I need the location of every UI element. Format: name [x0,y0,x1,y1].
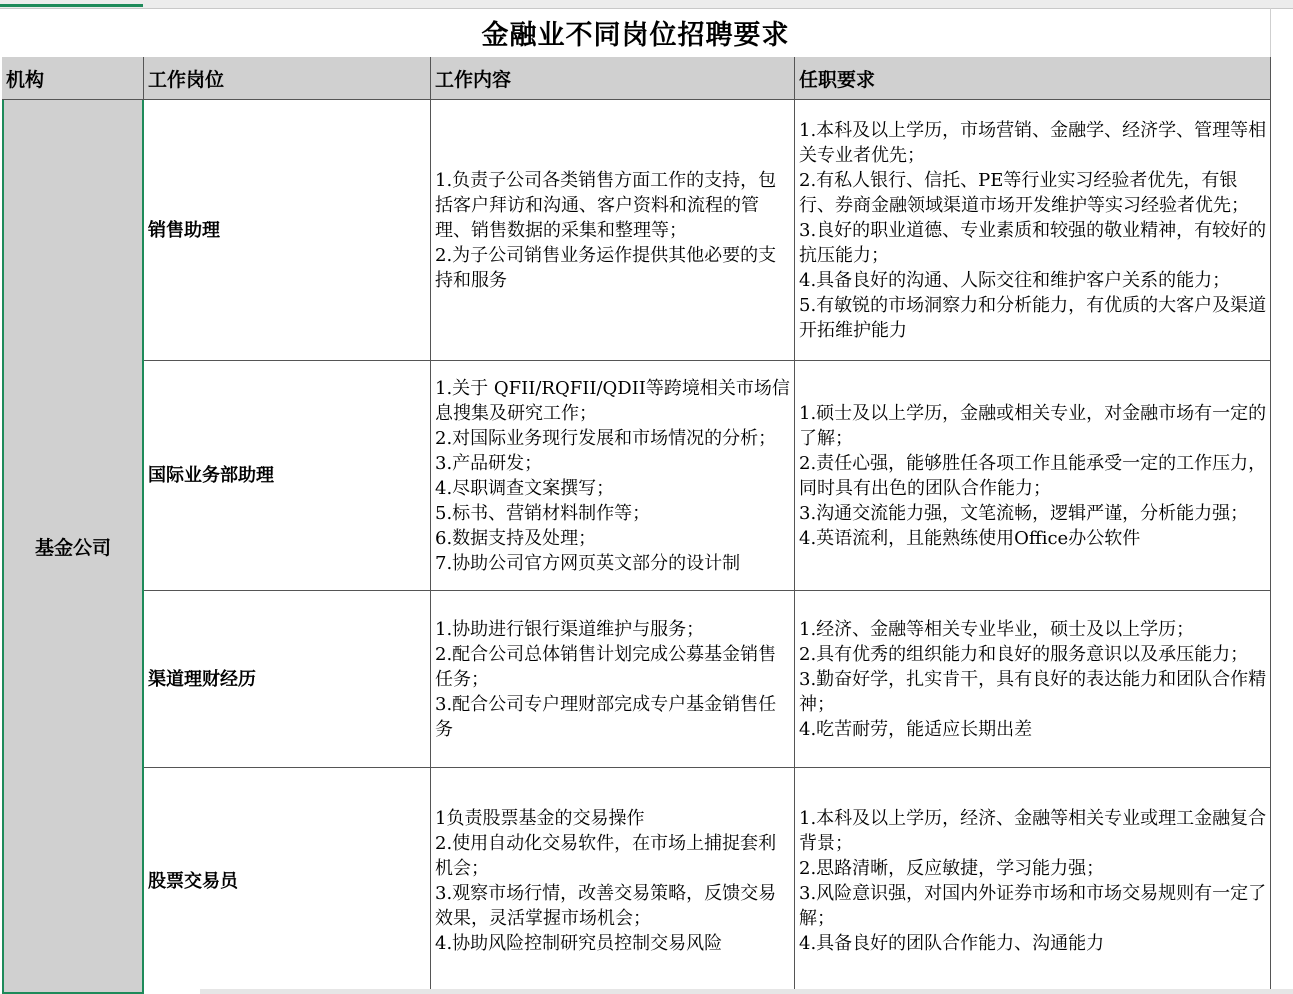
horizontal-scrollbar[interactable] [200,989,1293,994]
requirements-text: 1.经济、金融等相关专业毕业，硕士及以上学历； 2.具有优秀的组织能力和良好的服务意识以及承压能力； 3.勤奋好学，扎实肯干，具有良好的表达能力和团队合作精神； 4.吃苦耐劳，能适应长期出差 [799,618,1267,740]
position-cell-international-assistant[interactable]: 国际业务部助理 [144,361,431,591]
position-cell-sales-assistant[interactable]: 销售助理 [144,100,431,361]
requirements-text: 1.本科及以上学历，市场营销、金融学、经济学、管理等相关专业者优先； 2.有私人银行、信托、PE等行业实习经验者优先，有银行、券商金融领域渠道市场开发维护等实习经验者优先； 3.良好的职业道德、专业素质和较强的敬业精神，有较好的抗压能力； 4.具备良好的沟通、人际交往和维护客户关系的能力； 5.有敏锐的市场洞察力和分析能力，有优质的大客户及渠道开拓维护能力 [799,119,1267,341]
requirements-text: 1.本科及以上学历，经济、金融等相关专业或理工金融复合背景； 2.思路清晰，反应敏捷，学习能力强； 3.风险意识强，对国内外证券市场和市场交易规则有一定了解； 4.具备良好的团队合作能力、沟通能力 [799,808,1267,954]
content-text: 1负责股票基金的交易操作 2.使用自动化交易软件，在市场上捕捉套利机会； 3.观察市场行情，改善交易策略，反馈交易效果，灵活掌握市场机会； 4.协助风险控制研究员控制交易风险 [435,808,777,954]
position-cell-channel-manager[interactable]: 渠道理财经历 [144,591,431,768]
header-institution[interactable]: 机构 [2,57,144,100]
content-cell[interactable] [431,100,795,361]
header-content[interactable]: 工作内容 [431,57,795,100]
requirements-cell[interactable] [795,361,1271,591]
content-text: 1.负责子公司各类销售方面工作的支持，包括客户拜访和沟通、客户资料和流程的管理、销售数据的采集和整理等； 2.为子公司销售业务运作提供其他必要的支持和服务 [435,169,777,291]
header-position[interactable]: 工作岗位 [144,57,431,100]
selected-column-indicator [0,4,143,7]
content-text: 1.协助进行银行渠道维护与服务； 2.配合公司总体销售计划完成公募基金销售任务； 3.配合公司专户理财部完成专户基金销售任务 [435,618,777,740]
header-requirements[interactable]: 任职要求 [795,57,1271,100]
sheet-title[interactable]: 金融业不同岗位招聘要求 [2,8,1269,58]
position-cell-stock-trader[interactable]: 股票交易员 [144,768,431,994]
content-cell[interactable] [431,591,795,768]
requirements-cell[interactable] [795,768,1271,994]
content-cell[interactable] [431,768,795,994]
requirements-cell[interactable] [795,100,1271,361]
requirements-cell[interactable] [795,591,1271,768]
institution-cell[interactable]: 基金公司 [2,100,144,994]
requirements-text: 1.硕士及以上学历，金融或相关专业，对金融市场有一定的了解； 2.责任心强，能够胜任各项工作且能承受一定的工作压力，同时具有出色的团队合作能力； 3.沟通交流能力强，文笔流畅，逻辑严谨，分析能力强； 4.英语流利，且能熟练使用Office办公软件 [799,402,1267,549]
content-text: 1.关于 QFII/RQFII/QDII等跨境相关市场信息搜集及研究工作； 2.对国际业务现行发展和市场情况的分析； 3.产品研发； 4.尽职调查文案撰写； 5.标书、营销材料制作等； 6.数据支持及处理； 7.协助公司官方网页英文部分的设计制 [435,377,790,574]
content-cell[interactable] [431,361,795,591]
